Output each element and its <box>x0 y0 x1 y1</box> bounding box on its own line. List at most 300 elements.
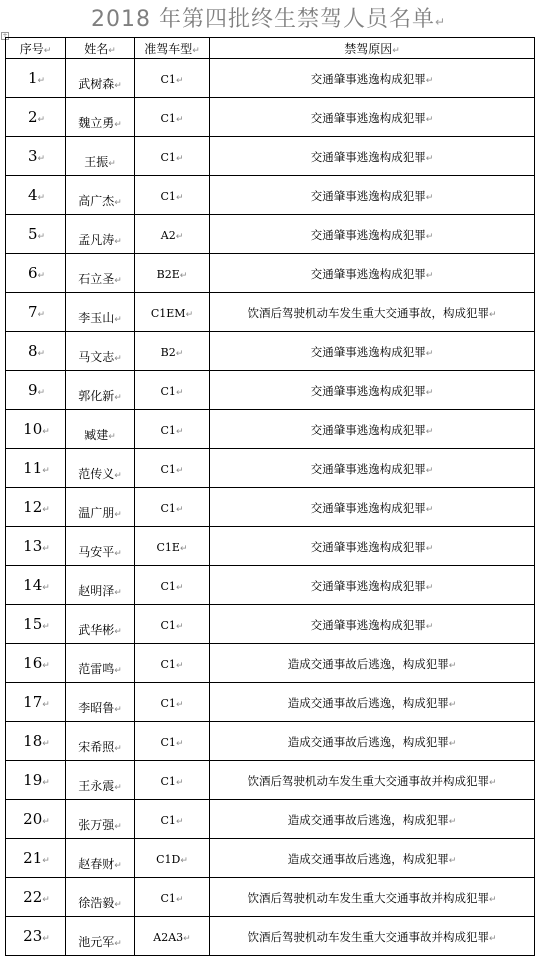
cell-name <box>66 98 135 137</box>
cell-license-class-text: C1 <box>160 813 176 827</box>
cell-name-text: 魏立勇 <box>78 116 115 130</box>
cell-license-class <box>135 527 210 566</box>
cell-mark-icon: ↵ <box>175 660 184 671</box>
cell-index <box>6 215 66 254</box>
header-reason <box>210 38 535 59</box>
cell-license-class-text: B2E <box>156 267 180 281</box>
cell-reason <box>210 839 535 878</box>
cell-name <box>66 371 135 410</box>
cell-mark-icon: ↵ <box>425 232 434 242</box>
cell-reason <box>210 137 535 176</box>
cell-mark-icon: ↵ <box>114 315 122 325</box>
cell-index-text: 8 <box>27 342 38 360</box>
paragraph-mark-icon: ↵ <box>434 15 447 29</box>
table-row <box>6 176 535 215</box>
cell-mark-icon: ↵ <box>37 271 46 281</box>
cell-name-text: 张万强 <box>78 818 115 832</box>
cell-name <box>66 254 135 293</box>
cell-license-class <box>135 254 210 293</box>
cell-mark-icon: ↵ <box>108 432 116 442</box>
cell-index-text: 18 <box>23 732 43 750</box>
cell-index-text: 19 <box>23 771 43 789</box>
cell-mark-icon: ↵ <box>114 393 122 403</box>
cell-license-class-text: C1 <box>160 696 176 710</box>
cell-mark-icon: ↵ <box>42 544 50 554</box>
cell-reason-text: 交通肇事逃逸构成犯罪 <box>310 579 426 593</box>
cell-license-class <box>135 800 210 839</box>
header-license-class <box>135 38 210 59</box>
cell-index <box>6 449 66 488</box>
cell-license-class-text: C1 <box>160 111 176 125</box>
cell-mark-icon: ↵ <box>175 738 184 749</box>
cell-mark-icon: ↵ <box>42 700 50 710</box>
cell-reason <box>210 254 535 293</box>
table-row <box>6 722 535 761</box>
cell-index <box>6 254 66 293</box>
cell-mark-icon: ↵ <box>114 900 122 910</box>
cell-mark-icon: ↵ <box>179 543 188 554</box>
cell-license-class-text: C1 <box>160 735 176 749</box>
cell-license-class <box>135 410 210 449</box>
cell-mark-icon: ↵ <box>37 154 46 164</box>
cell-index <box>6 644 66 683</box>
cell-mark-icon: ↵ <box>175 348 184 359</box>
cell-reason-text: 饮酒后驾驶机动车发生重大交通事故，构成犯罪 <box>247 306 489 320</box>
cell-mark-icon: ↵ <box>175 231 184 242</box>
cell-license-class <box>135 722 210 761</box>
header-reason-label: 禁驾原因 <box>344 41 393 56</box>
cell-name <box>66 332 135 371</box>
cell-mark-icon: ↵ <box>114 783 122 793</box>
table-row <box>6 644 535 683</box>
cell-mark-icon: ↵ <box>42 661 50 671</box>
cell-license-class <box>135 98 210 137</box>
cell-mark-icon: ↵ <box>114 588 122 598</box>
cell-mark-icon: ↵ <box>42 505 50 515</box>
table-row <box>6 137 535 176</box>
cell-index <box>6 59 66 98</box>
cell-reason <box>210 410 535 449</box>
cell-index <box>6 371 66 410</box>
cell-mark-icon: ↵ <box>392 45 400 56</box>
table-row <box>6 566 535 605</box>
header-index-label: 序号 <box>19 41 44 56</box>
cell-index-text: 3 <box>27 147 38 165</box>
cell-name <box>66 722 135 761</box>
cell-name <box>66 644 135 683</box>
cell-reason <box>210 371 535 410</box>
cell-license-class <box>135 371 210 410</box>
table-row <box>6 683 535 722</box>
cell-mark-icon: ↵ <box>488 895 497 905</box>
cell-reason-text: 造成交通事故后逃逸，构成犯罪 <box>287 657 449 671</box>
cell-mark-icon: ↵ <box>488 310 497 320</box>
table-row <box>6 371 535 410</box>
table-row <box>6 839 535 878</box>
cell-mark-icon: ↵ <box>448 739 457 749</box>
table-row <box>6 761 535 800</box>
cell-mark-icon: ↵ <box>114 198 122 208</box>
cell-mark-icon: ↵ <box>114 510 122 520</box>
cell-reason <box>210 488 535 527</box>
cell-name-text: 马文志 <box>78 350 115 364</box>
cell-index-text: 5 <box>27 225 38 243</box>
cell-license-class-text: A2A3 <box>153 930 184 944</box>
cell-mark-icon: ↵ <box>425 505 434 515</box>
cell-mark-icon: ↵ <box>448 817 457 827</box>
cell-license-class <box>135 761 210 800</box>
cell-reason-text: 交通肇事逃逸构成犯罪 <box>310 267 426 281</box>
cell-reason <box>210 527 535 566</box>
cell-name <box>66 683 135 722</box>
cell-mark-icon: ↵ <box>37 232 46 242</box>
cell-reason-text: 交通肇事逃逸构成犯罪 <box>310 423 426 437</box>
cell-mark-icon: ↵ <box>114 744 122 754</box>
cell-reason-text: 造成交通事故后逃逸，构成犯罪 <box>287 735 449 749</box>
header-license-class-label: 准驾车型 <box>144 41 193 56</box>
cell-reason-text: 交通肇事逃逸构成犯罪 <box>310 345 426 359</box>
cell-name-text: 赵明泽 <box>78 584 115 598</box>
cell-mark-icon: ↵ <box>114 705 122 715</box>
cell-license-class <box>135 839 210 878</box>
table-row <box>6 293 535 332</box>
cell-mark-icon: ↵ <box>448 661 457 671</box>
table-row <box>6 488 535 527</box>
cell-reason-text: 饮酒后驾驶机动车发生重大交通事故并构成犯罪 <box>247 930 489 944</box>
cell-name-text: 武华彬 <box>78 623 115 637</box>
cell-index <box>6 839 66 878</box>
cell-index-text: 17 <box>23 693 43 711</box>
cell-mark-icon: ↵ <box>425 349 434 359</box>
cell-name <box>66 410 135 449</box>
cell-mark-icon: ↵ <box>425 193 434 203</box>
cell-index <box>6 566 66 605</box>
cell-reason <box>210 215 535 254</box>
cell-reason-text: 饮酒后驾驶机动车发生重大交通事故并构成犯罪 <box>247 891 489 905</box>
cell-mark-icon: ↵ <box>37 193 46 203</box>
cell-mark-icon: ↵ <box>114 237 122 247</box>
document-title-text: 2018 年第四批终生禁驾人员名单 <box>90 7 435 32</box>
table-row <box>6 215 535 254</box>
cell-name-text: 郭化新 <box>78 389 115 403</box>
cell-mark-icon: ↵ <box>183 933 191 944</box>
cell-reason-text: 交通肇事逃逸构成犯罪 <box>310 228 426 242</box>
cell-mark-icon: ↵ <box>179 270 188 281</box>
cell-name-text: 赵春财 <box>78 857 115 871</box>
cell-mark-icon: ↵ <box>114 81 122 91</box>
cell-index <box>6 176 66 215</box>
cell-reason-text: 造成交通事故后逃逸，构成犯罪 <box>287 852 449 866</box>
cell-index <box>6 605 66 644</box>
cell-mark-icon: ↵ <box>114 822 122 832</box>
cell-reason <box>210 176 535 215</box>
cell-index-text: 13 <box>23 537 43 555</box>
cell-name-text: 王永震 <box>78 779 115 793</box>
header-index <box>6 38 66 59</box>
cell-license-class <box>135 137 210 176</box>
cell-mark-icon: ↵ <box>425 427 434 437</box>
cell-index-text: 12 <box>23 498 43 516</box>
cell-license-class-text: C1 <box>160 579 176 593</box>
cell-name <box>66 449 135 488</box>
cell-mark-icon: ↵ <box>114 549 122 559</box>
cell-reason <box>210 917 535 956</box>
cell-license-class-text: B2 <box>160 345 176 359</box>
cell-index <box>6 800 66 839</box>
table-row <box>6 332 535 371</box>
cell-name <box>66 878 135 917</box>
cell-name <box>66 488 135 527</box>
cell-license-class <box>135 566 210 605</box>
cell-mark-icon: ↵ <box>42 856 50 866</box>
cell-reason <box>210 761 535 800</box>
cell-index-text: 23 <box>23 927 43 945</box>
cell-name <box>66 761 135 800</box>
cell-index <box>6 410 66 449</box>
cell-reason-text: 交通肇事逃逸构成犯罪 <box>310 72 426 86</box>
cell-license-class <box>135 215 210 254</box>
cell-name-text: 李玉山 <box>78 311 115 325</box>
cell-index-text: 14 <box>23 576 43 594</box>
cell-mark-icon: ↵ <box>108 159 116 169</box>
cell-index <box>6 761 66 800</box>
table-row <box>6 98 535 137</box>
cell-mark-icon: ↵ <box>114 354 122 364</box>
cell-name-text: 高广杰 <box>78 194 115 208</box>
cell-reason-text: 饮酒后驾驶机动车发生重大交通事故并构成犯罪 <box>247 774 489 788</box>
cell-mark-icon: ↵ <box>185 309 194 320</box>
cell-reason-text: 交通肇事逃逸构成犯罪 <box>310 384 426 398</box>
cell-mark-icon: ↵ <box>42 466 50 476</box>
cell-license-class <box>135 605 210 644</box>
cell-name <box>66 917 135 956</box>
cell-mark-icon: ↵ <box>425 154 434 164</box>
cell-mark-icon: ↵ <box>175 465 184 476</box>
cell-index <box>6 332 66 371</box>
cell-name <box>66 800 135 839</box>
cell-mark-icon: ↵ <box>37 115 46 125</box>
cell-license-class-text: C1 <box>160 891 176 905</box>
cell-reason-text: 交通肇事逃逸构成犯罪 <box>310 111 426 125</box>
cell-license-class <box>135 332 210 371</box>
cell-mark-icon: ↵ <box>37 76 46 86</box>
cell-name <box>66 293 135 332</box>
cell-license-class-text: A2 <box>160 228 176 242</box>
cell-mark-icon: ↵ <box>114 120 122 130</box>
cell-reason <box>210 332 535 371</box>
cell-reason-text: 交通肇事逃逸构成犯罪 <box>310 150 426 164</box>
cell-mark-icon: ↵ <box>448 856 457 866</box>
cell-reason <box>210 878 535 917</box>
table-row <box>6 800 535 839</box>
cell-mark-icon: ↵ <box>425 271 434 281</box>
cell-reason <box>210 605 535 644</box>
cell-mark-icon: ↵ <box>488 934 497 944</box>
table-row <box>6 917 535 956</box>
cell-index-text: 9 <box>27 381 38 399</box>
cell-reason <box>210 722 535 761</box>
cell-license-class <box>135 644 210 683</box>
table-row <box>6 59 535 98</box>
cell-name-text: 王振 <box>84 155 109 169</box>
banned-drivers-table <box>5 37 535 956</box>
cell-mark-icon: ↵ <box>37 310 46 320</box>
cell-index <box>6 488 66 527</box>
cell-reason <box>210 449 535 488</box>
table-row <box>6 410 535 449</box>
cell-name-text: 武树森 <box>78 77 115 91</box>
cell-name <box>66 137 135 176</box>
table-move-handle-icon[interactable]: + <box>2 32 8 39</box>
cell-license-class-text: C1 <box>160 501 176 515</box>
cell-reason <box>210 293 535 332</box>
cell-name <box>66 839 135 878</box>
table-row <box>6 878 535 917</box>
cell-license-class <box>135 176 210 215</box>
cell-license-class <box>135 683 210 722</box>
cell-name-text: 徐浩毅 <box>78 896 115 910</box>
cell-index <box>6 917 66 956</box>
cell-index <box>6 293 66 332</box>
cell-index-text: 16 <box>23 654 43 672</box>
cell-mark-icon: ↵ <box>175 192 184 203</box>
cell-license-class-text: C1 <box>160 189 176 203</box>
cell-reason <box>210 800 535 839</box>
cell-mark-icon: ↵ <box>175 777 184 788</box>
cell-license-class-text: C1 <box>160 774 176 788</box>
cell-index <box>6 137 66 176</box>
cell-mark-icon: ↵ <box>175 426 184 437</box>
cell-mark-icon: ↵ <box>488 778 497 788</box>
cell-mark-icon: ↵ <box>192 45 200 56</box>
cell-name-text: 石立圣 <box>78 272 115 286</box>
cell-mark-icon: ↵ <box>175 816 184 827</box>
cell-index-text: 6 <box>27 264 38 282</box>
cell-mark-icon: ↵ <box>175 699 184 710</box>
cell-index-text: 1 <box>27 69 38 87</box>
cell-license-class <box>135 449 210 488</box>
cell-name <box>66 59 135 98</box>
table-row <box>6 449 535 488</box>
cell-name <box>66 566 135 605</box>
table-header <box>6 38 535 59</box>
cell-name <box>66 176 135 215</box>
cell-reason <box>210 644 535 683</box>
cell-license-class-text: C1 <box>160 618 176 632</box>
cell-mark-icon: ↵ <box>114 939 122 949</box>
cell-index <box>6 683 66 722</box>
cell-mark-icon: ↵ <box>175 894 184 905</box>
cell-index-text: 20 <box>23 810 43 828</box>
header-name <box>66 38 135 59</box>
cell-license-class <box>135 293 210 332</box>
cell-mark-icon: ↵ <box>175 504 184 515</box>
header-name-label: 姓名 <box>84 41 109 56</box>
cell-name <box>66 605 135 644</box>
cell-license-class-text: C1 <box>160 72 176 86</box>
cell-mark-icon: ↵ <box>42 427 50 437</box>
cell-license-class-text: C1E <box>156 540 180 554</box>
cell-mark-icon: ↵ <box>42 895 50 905</box>
cell-mark-icon: ↵ <box>37 388 46 398</box>
document-title <box>0 2 537 33</box>
cell-name-text: 范雷鸣 <box>78 662 115 676</box>
cell-license-class-text: C1 <box>160 150 176 164</box>
cell-name-text: 温广朋 <box>78 506 115 520</box>
cell-license-class-text: C1 <box>160 462 176 476</box>
cell-mark-icon: ↵ <box>114 276 122 286</box>
cell-mark-icon: ↵ <box>42 934 50 944</box>
cell-mark-icon: ↵ <box>425 583 434 593</box>
cell-mark-icon: ↵ <box>42 778 50 788</box>
cell-reason-text: 交通肇事逃逸构成犯罪 <box>310 189 426 203</box>
cell-mark-icon: ↵ <box>425 76 434 86</box>
cell-index-text: 4 <box>27 186 38 204</box>
cell-index-text: 7 <box>27 303 38 321</box>
cell-license-class <box>135 917 210 956</box>
cell-mark-icon: ↵ <box>175 153 184 164</box>
cell-mark-icon: ↵ <box>43 45 52 56</box>
cell-license-class-text: C1 <box>160 657 176 671</box>
cell-index <box>6 527 66 566</box>
table-row <box>6 254 535 293</box>
cell-name-text: 宋希照 <box>78 740 115 754</box>
cell-mark-icon: ↵ <box>108 45 116 56</box>
cell-mark-icon: ↵ <box>425 466 434 476</box>
cell-mark-icon: ↵ <box>425 388 434 398</box>
cell-reason-text: 造成交通事故后逃逸，构成犯罪 <box>287 696 449 710</box>
cell-name-text: 马安平 <box>78 545 115 559</box>
cell-index-text: 10 <box>23 420 43 438</box>
cell-mark-icon: ↵ <box>448 700 457 710</box>
cell-mark-icon: ↵ <box>175 387 184 398</box>
cell-license-class <box>135 878 210 917</box>
table-row <box>6 605 535 644</box>
cell-reason <box>210 566 535 605</box>
cell-mark-icon: ↵ <box>42 817 50 827</box>
cell-mark-icon: ↵ <box>425 115 434 125</box>
cell-license-class-text: C1D <box>156 852 181 866</box>
cell-index-text: 2 <box>27 108 38 126</box>
cell-mark-icon: ↵ <box>180 855 188 866</box>
cell-index-text: 22 <box>23 888 43 906</box>
cell-license-class <box>135 59 210 98</box>
cell-mark-icon: ↵ <box>425 544 434 554</box>
cell-name <box>66 527 135 566</box>
cell-index-text: 21 <box>23 849 43 867</box>
cell-mark-icon: ↵ <box>425 622 434 632</box>
cell-index <box>6 722 66 761</box>
cell-reason <box>210 59 535 98</box>
cell-index-text: 15 <box>23 615 43 633</box>
cell-mark-icon: ↵ <box>175 582 184 593</box>
cell-index <box>6 98 66 137</box>
cell-index <box>6 878 66 917</box>
cell-mark-icon: ↵ <box>114 471 122 481</box>
cell-license-class-text: C1EM <box>150 306 186 320</box>
cell-mark-icon: ↵ <box>42 622 50 632</box>
table-row <box>6 527 535 566</box>
cell-name-text: 范传义 <box>78 467 115 481</box>
cell-reason-text: 交通肇事逃逸构成犯罪 <box>310 501 426 515</box>
cell-name <box>66 215 135 254</box>
cell-mark-icon: ↵ <box>175 114 184 125</box>
cell-name-text: 池元军 <box>78 935 115 949</box>
cell-name-text: 李昭鲁 <box>78 701 115 715</box>
cell-reason-text: 交通肇事逃逸构成犯罪 <box>310 618 426 632</box>
cell-reason-text: 交通肇事逃逸构成犯罪 <box>310 540 426 554</box>
cell-index-text: 11 <box>23 459 43 477</box>
